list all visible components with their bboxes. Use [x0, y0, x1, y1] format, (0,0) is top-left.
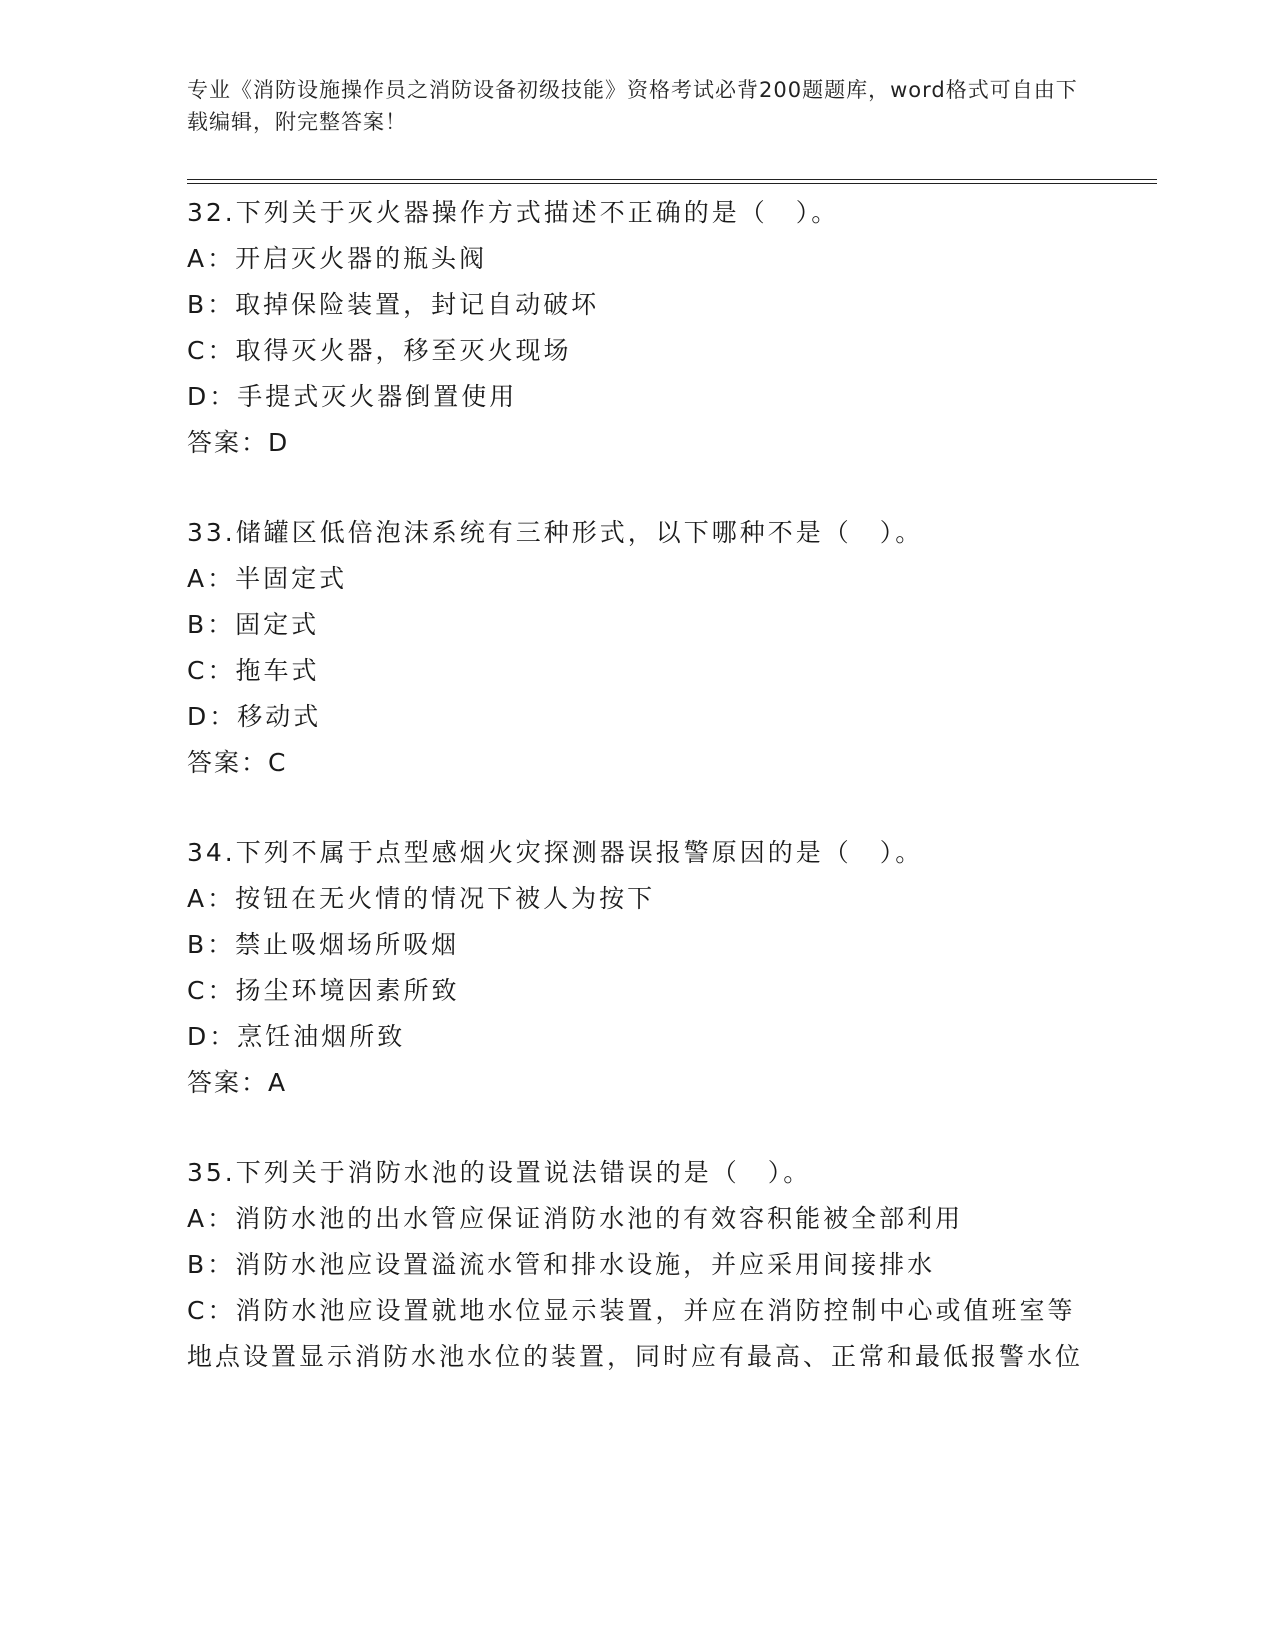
header-rule-top: [187, 179, 1157, 180]
question-33: [187, 510, 1087, 786]
option-c: C：消防水池应设置就地水位显示装置，并应在消防控制中心或值班室等地点设置显示消防水池水位的装置，同时应有最高、正常和最低报警水位: [187, 1296, 1084, 1371]
question-32: [187, 190, 1087, 466]
option-d: D：移动式: [187, 702, 322, 731]
spacer: [187, 466, 1087, 510]
question-34: [187, 830, 1087, 1106]
option-c: C：取得灭火器，移至灭火现场: [187, 336, 572, 365]
option-a: A：消防水池的出水管应保证消防水池的有效容积能被全部利用: [187, 1204, 964, 1233]
question-title: 34.下列不属于点型感烟火灾探测器误报警原因的是（ ）。: [187, 838, 924, 867]
question-title: 33.储罐区低倍泡沫系统有三种形式，以下哪种不是（ ）。: [187, 518, 924, 547]
question-list: [187, 190, 1087, 1380]
answer: 答案：A: [187, 1068, 288, 1097]
question-title: 32.下列关于灭火器操作方式描述不正确的是（ ）。: [187, 198, 840, 227]
answer: 答案：D: [187, 428, 290, 457]
option-b: B：取掉保险装置，封记自动破坏: [187, 290, 600, 319]
option-b: B：消防水池应设置溢流水管和排水设施，并应采用间接排水: [187, 1250, 936, 1279]
option-a: A：半固定式: [187, 564, 348, 593]
option-a: A：开启灭火器的瓶头阀: [187, 244, 488, 273]
option-c: C：扬尘环境因素所致: [187, 976, 460, 1005]
spacer: [187, 1106, 1087, 1150]
option-b: B：固定式: [187, 610, 320, 639]
answer: 答案：C: [187, 748, 288, 777]
header-rule-bottom: [187, 183, 1157, 184]
spacer: [187, 786, 1087, 830]
option-d: D：手提式灭火器倒置使用: [187, 382, 518, 411]
option-d: D：烹饪油烟所致: [187, 1022, 406, 1051]
option-a: A：按钮在无火情的情况下被人为按下: [187, 884, 656, 913]
option-b: B：禁止吸烟场所吸烟: [187, 930, 460, 959]
question-title: 35.下列关于消防水池的设置说法错误的是（ ）。: [187, 1158, 812, 1187]
option-c: C：拖车式: [187, 656, 320, 685]
document-header: 专业《消防设施操作员之消防设备初级技能》资格考试必背200题题库，word格式可自由下载编辑，附完整答案！: [187, 78, 1078, 134]
question-35: [187, 1150, 1087, 1380]
